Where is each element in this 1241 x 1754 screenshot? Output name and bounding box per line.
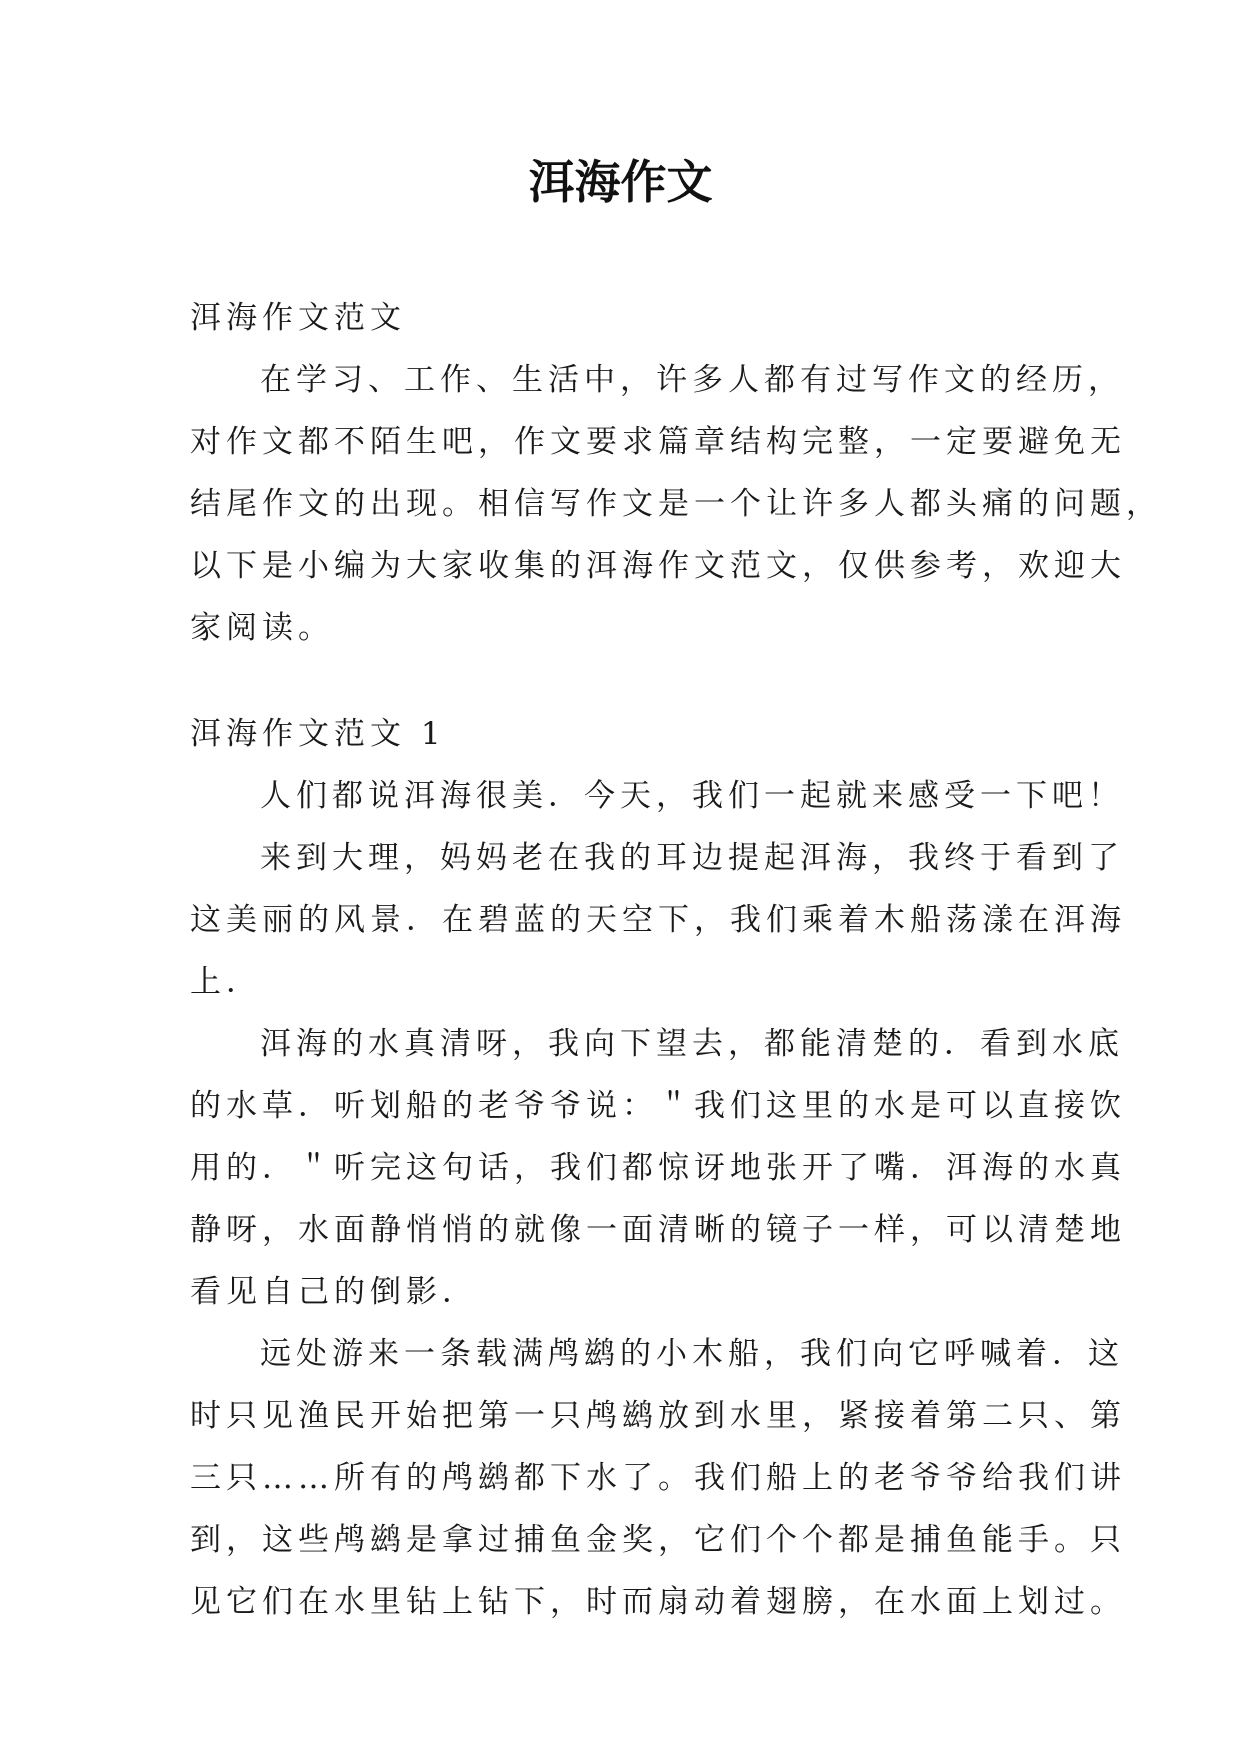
intro-line: 结尾作文的出现。相信写作文是一个让许多人都头痛的问题， — [190, 486, 1162, 522]
body-paragraph — [190, 765, 1124, 827]
intro-line: 在学习、工作、生活中，许多人都有过写作文的经历， — [260, 362, 1124, 398]
section-spacer — [190, 659, 1070, 703]
paragraph-line: 静呀，水面静悄悄的就像一面清晰的镜子一样，可以清楚地 — [190, 1212, 1126, 1248]
body-paragraph — [190, 1323, 1126, 1633]
body-paragraph — [190, 1013, 1126, 1323]
paragraph-line: 来到大理，妈妈老在我的耳边提起洱海，我终于看到了 — [260, 840, 1124, 876]
paragraph-line: 人们都说洱海很美．今天，我们一起就来感受一下吧！ — [260, 778, 1124, 814]
paragraph-line: 用的．＂听完这句话，我们都惊讶地张开了嘴．洱海的水真 — [190, 1150, 1126, 1186]
paragraph-line: 到，这些鸬鹚是拿过捕鱼金奖，它们个个都是捕鱼能手。只 — [190, 1522, 1126, 1558]
intro-line: 家阅读。 — [190, 610, 334, 646]
paragraph-line: 时只见渔民开始把第一只鸬鹚放到水里，紧接着第二只、第 — [190, 1398, 1126, 1434]
intro-line: 以下是小编为大家收集的洱海作文范文，仅供参考，欢迎大 — [190, 548, 1126, 584]
paragraph-line: 这美丽的风景．在碧蓝的天空下，我们乘着木船荡漾在洱海 — [190, 902, 1126, 938]
paragraph-line: 上． — [190, 964, 262, 1000]
intro-paragraph — [190, 349, 1162, 659]
paragraph-line: 的水草．听划船的老爷爷说：＂我们这里的水是可以直接饮 — [190, 1088, 1126, 1124]
document-title: 洱海作文 — [528, 155, 713, 209]
paragraph-line: 洱海的水真清呀，我向下望去，都能清楚的．看到水底 — [260, 1026, 1124, 1062]
paragraph-line: 见它们在水里钻上钻下，时而扇动着翅膀，在水面上划过。 — [190, 1584, 1126, 1620]
document-body — [190, 287, 1162, 1633]
body-paragraph — [190, 827, 1126, 1013]
section-heading: 洱海作文范文 1 — [190, 716, 446, 752]
intro-heading: 洱海作文范文 — [190, 300, 406, 336]
paragraph-line: 看见自己的倒影． — [190, 1274, 478, 1310]
paragraph-line: 三只……所有的鸬鹚都下水了。我们船上的老爷爷给我们讲 — [190, 1460, 1126, 1496]
intro-line: 对作文都不陌生吧，作文要求篇章结构完整，一定要避免无 — [190, 424, 1126, 460]
paragraph-line: 远处游来一条载满鸬鹚的小木船，我们向它呼喊着．这 — [260, 1336, 1124, 1372]
